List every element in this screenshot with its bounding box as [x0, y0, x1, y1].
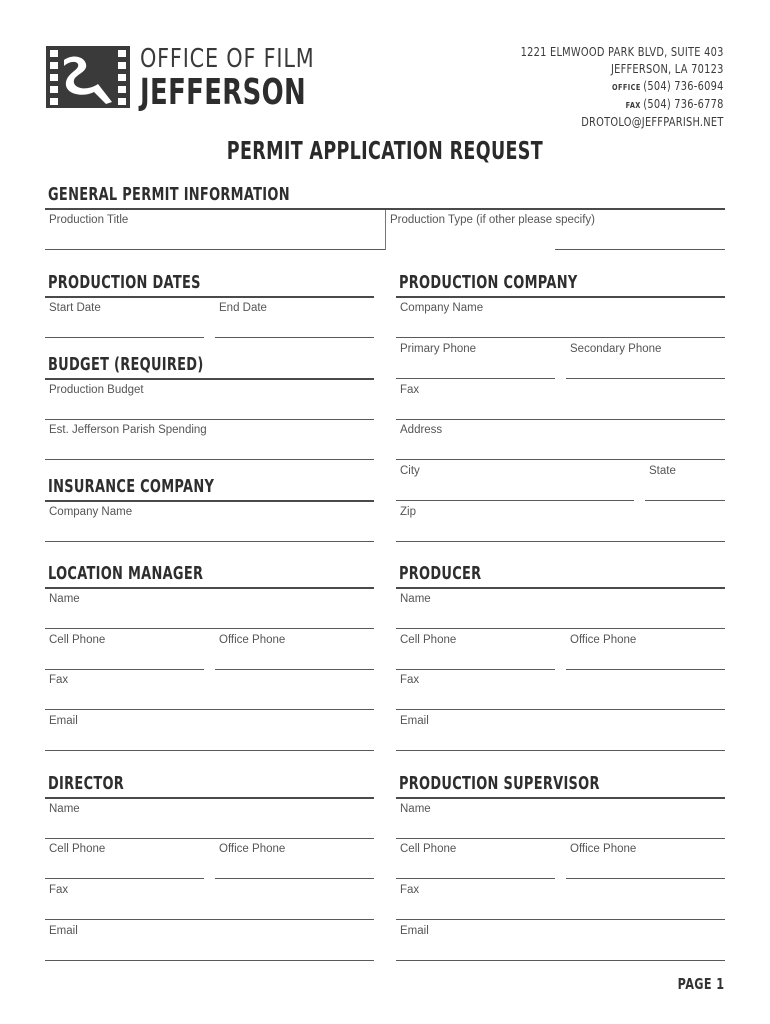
insurance-company-name-label: Company Name [49, 506, 133, 518]
director-office-field[interactable] [215, 839, 374, 879]
director-name-field[interactable] [45, 799, 374, 839]
company-fax-label: Fax [400, 384, 420, 396]
producer-cell-field[interactable] [396, 630, 555, 670]
director-email-field[interactable] [45, 921, 374, 961]
insurance-company-name-field[interactable] [45, 502, 374, 542]
company-state-label: State [649, 465, 676, 477]
production-company-name-label: Company Name [400, 302, 484, 314]
producer-cell-label: Cell Phone [400, 634, 457, 646]
secondary-phone-field[interactable] [566, 339, 725, 379]
section-production-dates: PRODUCTION DATES [45, 270, 374, 298]
form-title: PERMIT APPLICATION REQUEST [226, 136, 544, 165]
director-cell-label: Cell Phone [49, 843, 106, 855]
company-city-label: City [400, 465, 420, 477]
supervisor-fax-field[interactable] [396, 880, 725, 920]
section-director: DIRECTOR [45, 771, 374, 799]
end-date-field[interactable] [215, 298, 374, 338]
supervisor-office-label: Office Phone [570, 843, 637, 855]
address-line1: 1221 ELMWOOD PARK BLVD, SUITE 403 [520, 45, 724, 59]
location-manager-office-label: Office Phone [219, 634, 286, 646]
supervisor-name-field[interactable] [396, 799, 725, 839]
producer-email-field[interactable] [396, 711, 725, 751]
section-general-permit-information: GENERAL PERMIT INFORMATION [45, 182, 725, 210]
production-budget-field[interactable] [45, 380, 374, 420]
production-type-other-field[interactable] [555, 210, 725, 250]
location-manager-office-field[interactable] [215, 630, 374, 670]
address-line2: JEFFERSON, LA 70123 [611, 62, 724, 76]
section-producer: PRODUCER [396, 561, 725, 589]
location-manager-name-field[interactable] [45, 589, 374, 629]
start-date-label: Start Date [49, 302, 101, 314]
section-production-supervisor: PRODUCTION SUPERVISOR [396, 771, 725, 799]
location-manager-fax-label: Fax [49, 674, 69, 686]
director-cell-field[interactable] [45, 839, 204, 879]
production-title-field[interactable] [45, 210, 385, 250]
supervisor-name-label: Name [400, 803, 431, 815]
supervisor-fax-label: Fax [400, 884, 420, 896]
director-office-label: Office Phone [219, 843, 286, 855]
supervisor-cell-field[interactable] [396, 839, 555, 879]
company-zip-label: Zip [400, 506, 416, 518]
contact-email: DROTOLO@JEFFPARISH.NET [581, 115, 724, 129]
company-zip-field[interactable] [396, 502, 725, 542]
producer-fax-label: Fax [400, 674, 420, 686]
director-name-label: Name [49, 803, 80, 815]
production-budget-label: Production Budget [49, 384, 144, 396]
est-spending-label: Est. Jefferson Parish Spending [49, 424, 207, 436]
fax-phone-line [521, 96, 724, 114]
director-fax-label: Fax [49, 884, 69, 896]
org-name-line1: OFFICE OF FILM [140, 44, 315, 74]
production-type-label: Production Type (if other please specify) [390, 214, 595, 226]
producer-name-field[interactable] [396, 589, 725, 629]
start-date-field[interactable] [45, 298, 204, 338]
supervisor-email-field[interactable] [396, 921, 725, 961]
producer-fax-field[interactable] [396, 670, 725, 710]
office-phone: (504) 736-6094 [643, 79, 724, 93]
director-email-label: Email [49, 925, 78, 937]
section-budget: BUDGET (REQUIRED) [45, 352, 374, 380]
office-phone-line [521, 78, 724, 96]
supervisor-email-label: Email [400, 925, 429, 937]
producer-email-label: Email [400, 715, 429, 727]
section-location-manager: LOCATION MANAGER [45, 561, 374, 589]
org-name-line2: JEFFERSON [140, 72, 307, 113]
producer-name-label: Name [400, 593, 431, 605]
location-manager-cell-label: Cell Phone [49, 634, 106, 646]
location-manager-email-field[interactable] [45, 711, 374, 751]
production-type-field[interactable] [386, 210, 595, 250]
fax-phone: (504) 736-6778 [643, 97, 724, 111]
location-manager-name-label: Name [49, 593, 80, 605]
company-address-field[interactable] [396, 420, 725, 460]
supervisor-cell-label: Cell Phone [400, 843, 457, 855]
section-production-company: PRODUCTION COMPANY [396, 270, 725, 298]
primary-phone-label: Primary Phone [400, 343, 477, 355]
primary-phone-field[interactable] [396, 339, 555, 379]
location-manager-fax-field[interactable] [45, 670, 374, 710]
end-date-label: End Date [219, 302, 267, 314]
location-manager-cell-field[interactable] [45, 630, 204, 670]
production-company-name-field[interactable] [396, 298, 725, 338]
film-strip-logo-icon [46, 46, 130, 108]
production-title-label: Production Title [49, 214, 129, 226]
producer-office-field[interactable] [566, 630, 725, 670]
office-tag: OFFICE [612, 83, 642, 92]
director-fax-field[interactable] [45, 880, 374, 920]
fax-tag: FAX [626, 101, 642, 110]
est-spending-field[interactable] [45, 420, 374, 460]
supervisor-office-field[interactable] [566, 839, 725, 879]
company-address-label: Address [400, 424, 443, 436]
page-number: PAGE 1 [677, 975, 724, 993]
secondary-phone-label: Secondary Phone [570, 343, 662, 355]
producer-office-label: Office Phone [570, 634, 637, 646]
company-city-field[interactable] [396, 461, 634, 501]
section-insurance-company: INSURANCE COMPANY [45, 474, 374, 502]
company-fax-field[interactable] [396, 380, 725, 420]
company-state-field[interactable] [645, 461, 725, 501]
contact-block [476, 44, 724, 131]
location-manager-email-label: Email [49, 715, 78, 727]
